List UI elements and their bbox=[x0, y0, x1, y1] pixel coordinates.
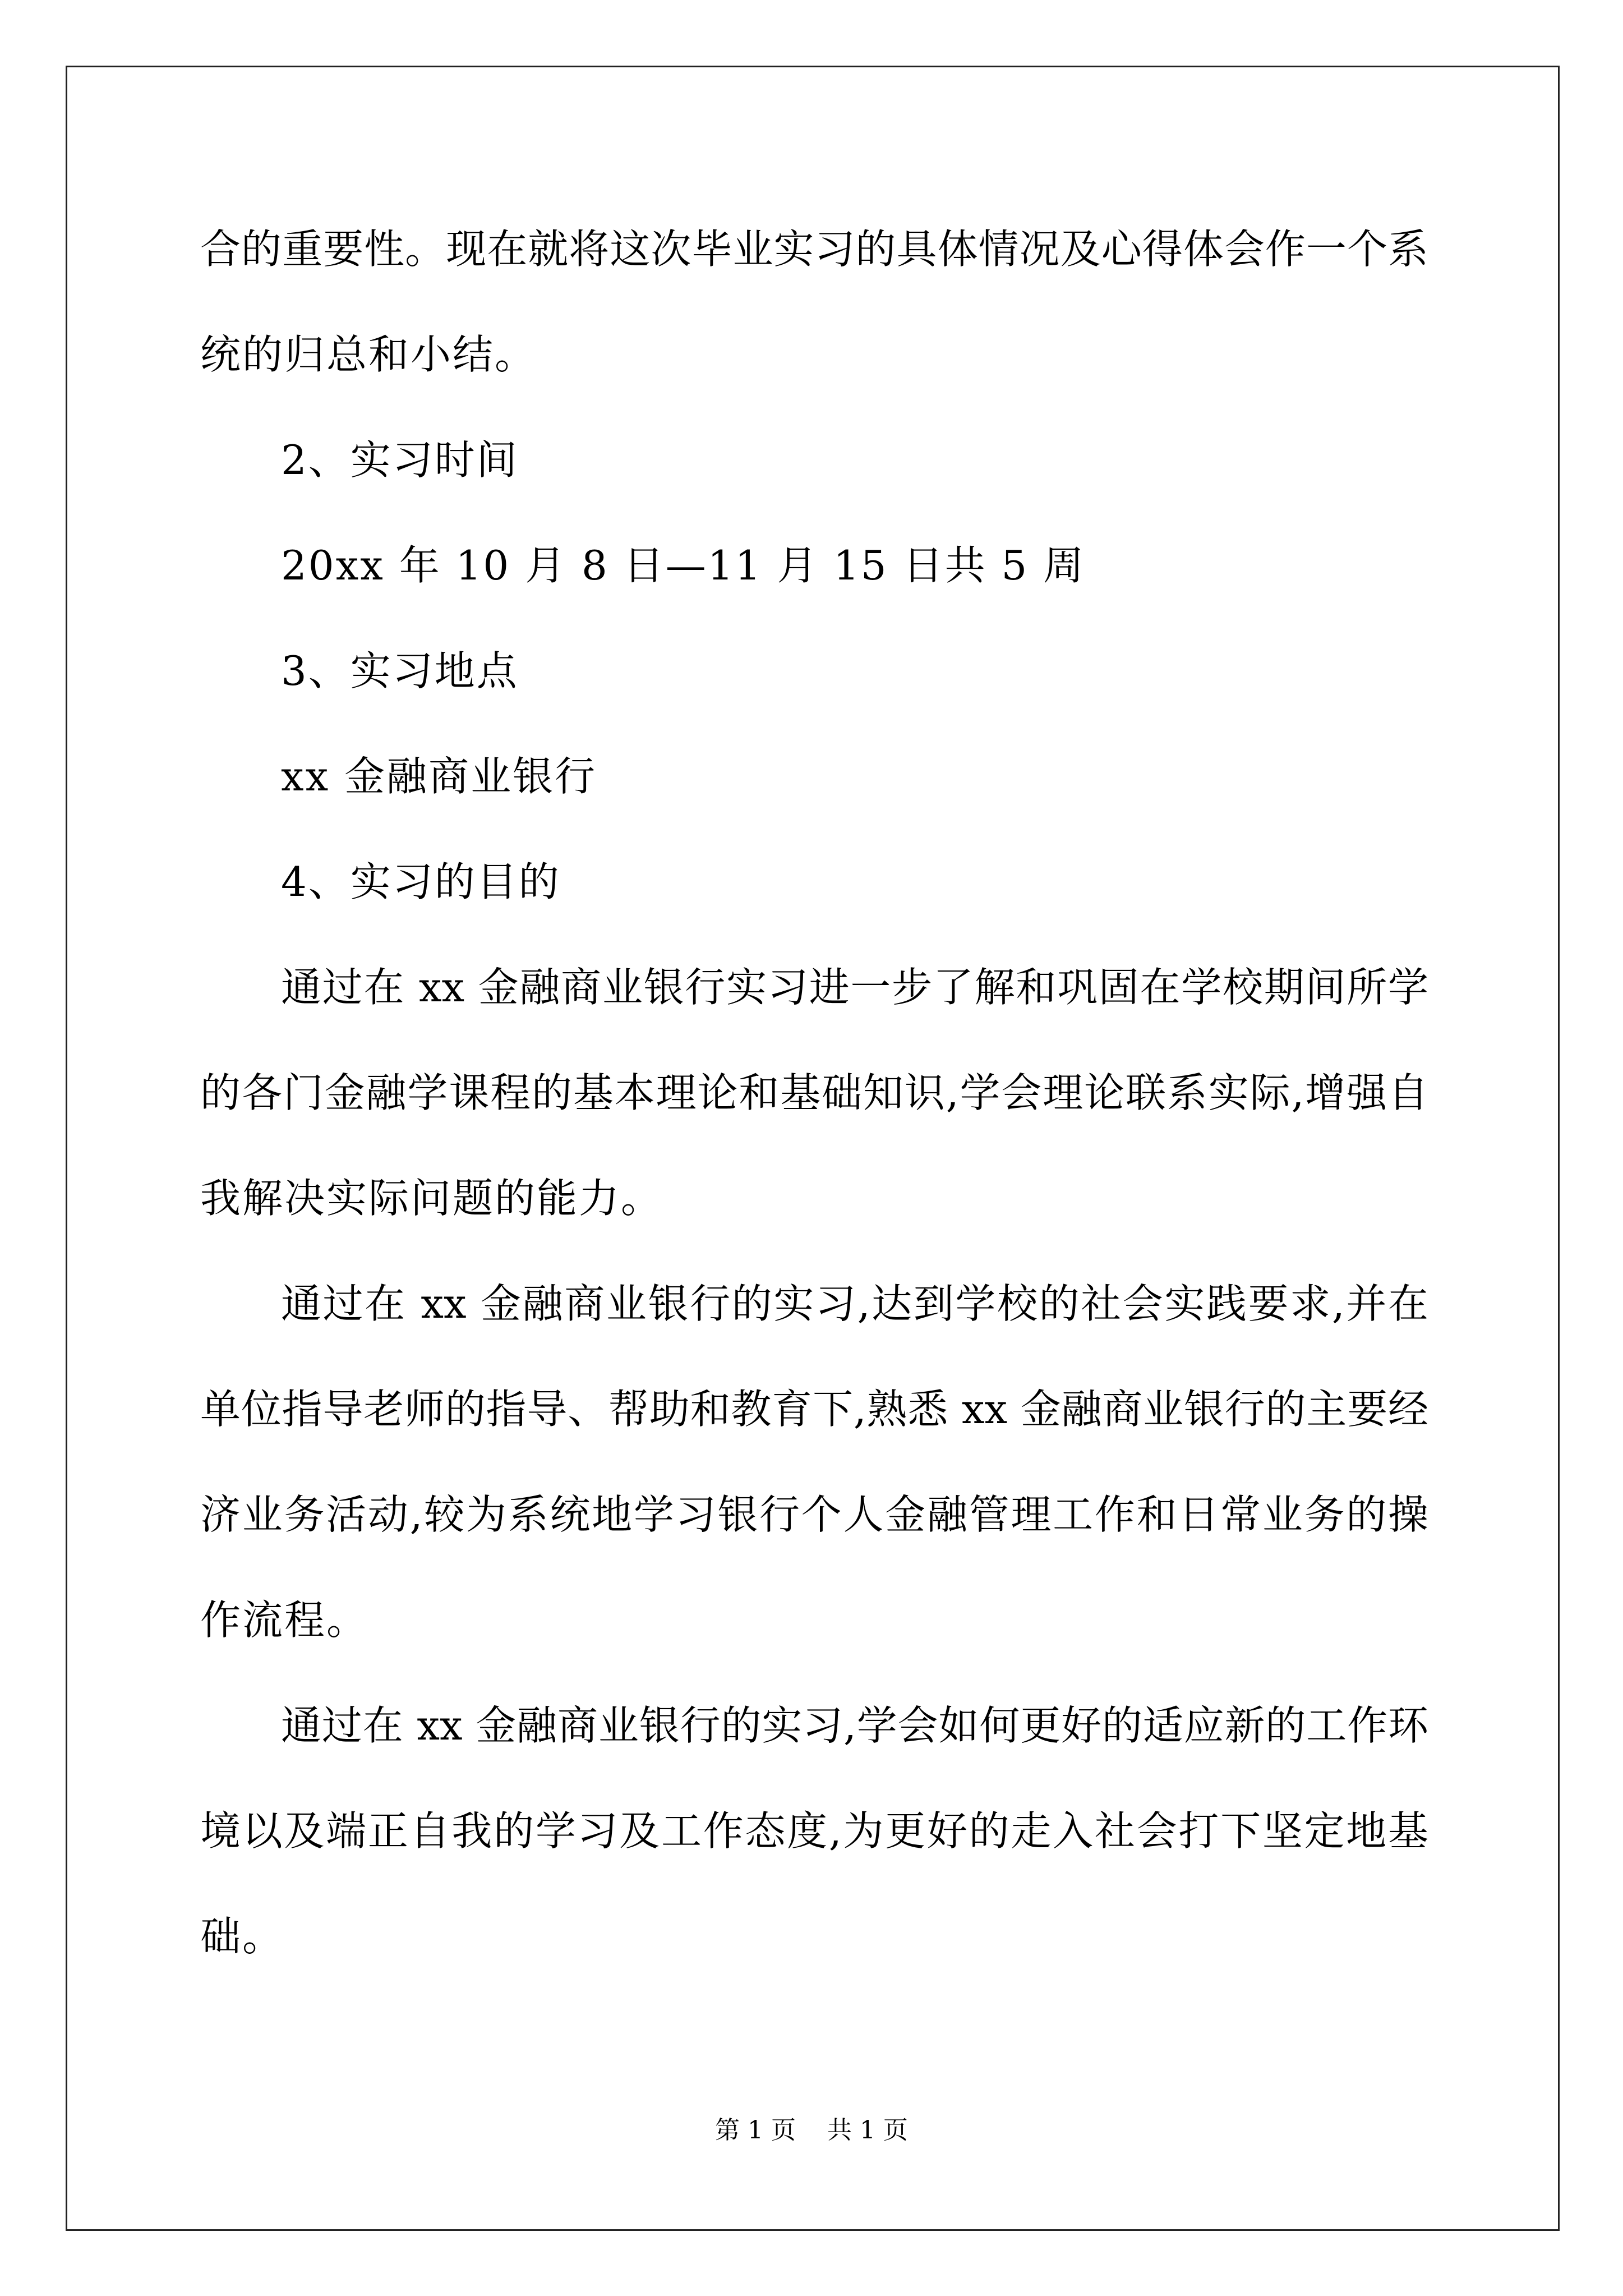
text-line: 合的重要性。现在就将这次毕业实习的具体情况及心得体会作一个系 bbox=[200, 226, 1428, 273]
text-line: 础。 bbox=[200, 1913, 285, 1960]
page-border bbox=[66, 66, 1560, 2231]
text-line: 单位指导老师的指导、帮助和教育下,熟悉 xx 金融商业银行的主要经 bbox=[200, 1386, 1428, 1433]
page-number: 第 1 页 共 1 页 bbox=[715, 2116, 908, 2145]
text-line: 通过在 xx 金融商业银行的实习,达到学校的社会实践要求,并在 bbox=[281, 1280, 1428, 1327]
text-line: 通过在 xx 金融商业银行实习进一步了解和巩固在学校期间所学 bbox=[281, 964, 1428, 1011]
text-line: 济业务活动,较为系统地学习银行个人金融管理工作和日常业务的操 bbox=[200, 1491, 1428, 1538]
section-heading: 2、实习时间 bbox=[281, 436, 519, 484]
section-heading: 4、实习的目的 bbox=[281, 858, 561, 905]
text-line: 境以及端正自我的学习及工作态度,为更好的走入社会打下坚定地基 bbox=[200, 1807, 1428, 1855]
text-line: 的各门金融学课程的基本理论和基础知识,学会理论联系实际,增强自 bbox=[200, 1069, 1428, 1116]
text-line: 作流程。 bbox=[200, 1596, 369, 1644]
text-line: 通过在 xx 金融商业银行的实习,学会如何更好的适应新的工作环 bbox=[281, 1702, 1428, 1749]
text-line: xx 金融商业银行 bbox=[281, 753, 597, 800]
text-line: 20xx 年 10 月 8 日—11 月 15 日共 5 周 bbox=[281, 542, 1086, 589]
text-line: 统的归总和小结。 bbox=[200, 331, 537, 378]
text-line: 我解决实际问题的能力。 bbox=[200, 1175, 663, 1222]
section-heading: 3、实习地点 bbox=[281, 647, 519, 694]
